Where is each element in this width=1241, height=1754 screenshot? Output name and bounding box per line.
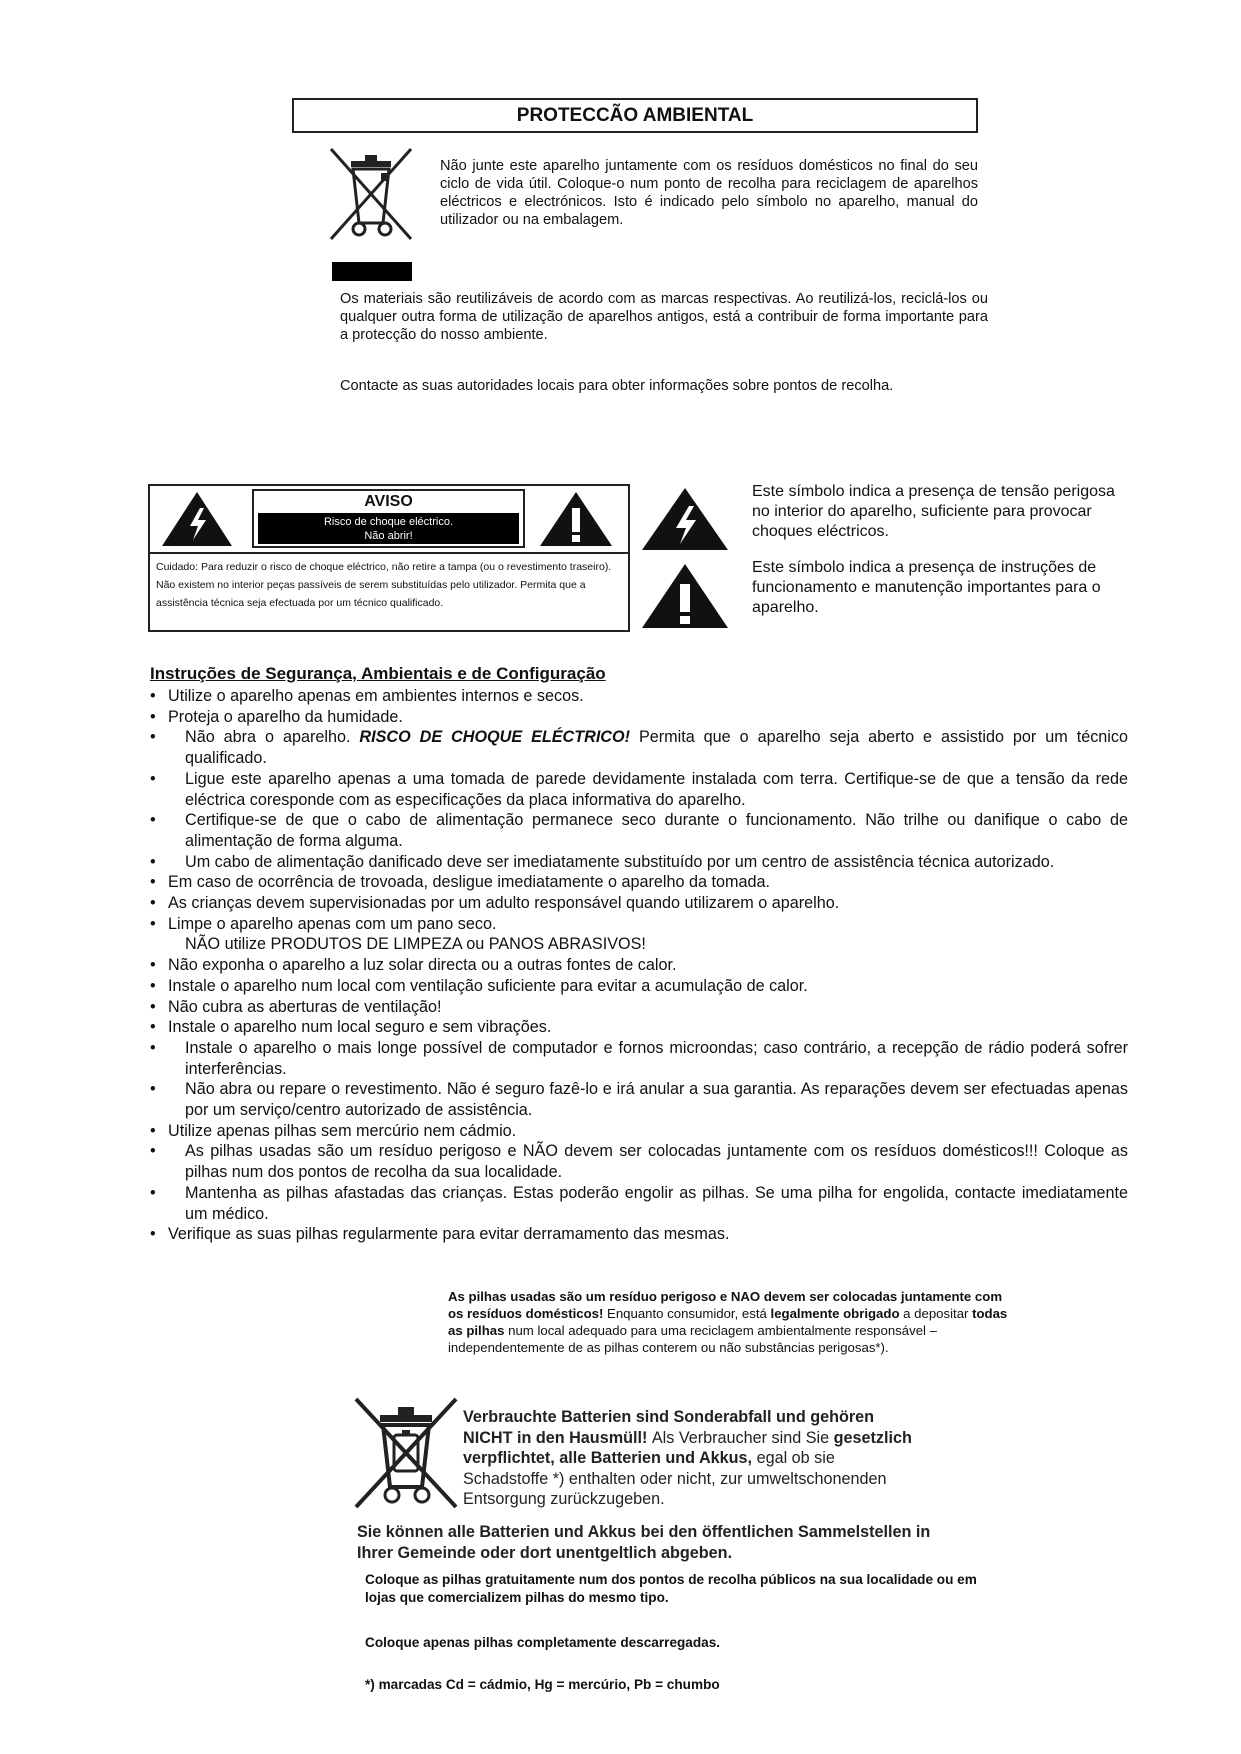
- env-paragraph-1: Não junte este aparelho juntamente com os resíduos domésticos no final do seu ciclo de vida útil. Coloque-o num ponto de recolha para reciclagem de aparelhos eléctricos e electrónicos. Isto é indicado pelo símbolo no aparelho, manual do utilizador ou na embalagem.: [440, 158, 978, 228]
- footer-note-1: Coloque as pilhas gratuitamente num dos pontos de recolha públicos na sua localidade ou em lojas que comercializem pilhas do mesmo tipo.: [365, 1572, 977, 1605]
- footer-note-2: Coloque apenas pilhas completamente descarregadas.: [365, 1635, 721, 1650]
- list-item: • Mantenha as pilhas afastadas das crianças. Estas poderão engolir as pilhas. Se uma pilha for engolida, contacte imediatamente um médico.: [150, 1183, 1128, 1223]
- env-paragraph-3: Contacte as suas autoridades locais para obter informações sobre pontos de recolha.: [340, 378, 894, 394]
- instructions-heading: Instruções de Segurança, Ambientais e de Configuração: [150, 664, 606, 683]
- warning-title: AVISO: [364, 493, 413, 510]
- list-item: • Proteja o aparelho da humidade.: [150, 707, 403, 726]
- crossed-battery-bin-icon: [350, 1395, 465, 1511]
- list-item: • Limpe o aparelho apenas com um pano seco.: [150, 914, 497, 933]
- list-item: • Utilize apenas pilhas sem mercúrio nem cádmio.: [150, 1121, 517, 1140]
- list-item: • Não abra ou repare o revestimento. Não é seguro fazê-lo e irá anular a sua garantia. As reparações devem ser efectuadas apenas por um serviço/centro autorizado de assistência.: [150, 1080, 1128, 1120]
- list-item: • Não exponha o aparelho a luz solar directa ou a outras fontes de calor.: [150, 956, 677, 975]
- item-prefix: Não abra o aparelho.: [185, 728, 351, 747]
- voltage-symbol-icon: [640, 486, 730, 552]
- list-item: • Verifique as suas pilhas regularmente para evitar derramamento das mesmas.: [150, 1225, 730, 1244]
- warning-divider: [148, 552, 630, 554]
- env-paragraph-2: Os materiais são reutilizáveis de acordo com as marcas respectivas. Ao reutilizá-los, reciclá-los ou qualquer outra forma de utilização de aparelhos antigos, está a contribuir de forma importante para a protecção do nosso ambiente.: [340, 291, 988, 343]
- list-item: • Instale o aparelho num local com ventilação suficiente para evitar a acumulação de calor.: [150, 976, 808, 995]
- instructions-list: [150, 686, 1128, 1245]
- list-item: • As pilhas usadas são um resíduo perigoso e NÃO devem ser colocadas juntamente com os resíduos domésticos!!! Coloque as pilhas num dos pontos de recolha da sua localidade.: [150, 1142, 1128, 1182]
- instructions-symbol-text: Este símbolo indica a presença de instruções de funcionamento e manutenção importantes para o aparelho.: [752, 559, 1101, 616]
- shock-risk-emphasis: RISCO DE CHOQUE ELÉCTRICO!: [359, 728, 630, 747]
- list-item: • Instale o aparelho o mais longe possível de computador e fornos microondas; caso contrário, a recepção de rádio poderá sofrer interferências.: [150, 1038, 1128, 1078]
- list-item: • Não abra o aparelho. RISCO DE CHOQUE ELÉCTRICO! Permita que o aparelho seja aberto e assistido por um técnico qualificado.: [150, 728, 1128, 768]
- list-item: • Um cabo de alimentação danificado deve ser imediatamente substituído por um centro de assistência técnica autorizado.: [150, 852, 1055, 871]
- list-item: • Ligue este aparelho apenas a uma tomada de parede devidamente instalada com terra. Certifique-se de que a tensão da rede eléctrica coresponde com as especificações da placa informativa do aparelho.: [150, 769, 1128, 809]
- page-title: PROTECCÃO AMBIENTAL: [292, 98, 978, 133]
- voltage-symbol-text: Este símbolo indica a presença de tensão perigosa no interior do aparelho, suficiente para provocar choques eléctricos.: [752, 483, 1115, 540]
- footer-note-3: *) marcadas Cd = cádmio, Hg = mercúrio, Pb = chumbo: [365, 1677, 720, 1692]
- exclamation-warning-icon: [538, 490, 614, 548]
- list-item: • Certifique-se de que o cabo de alimentação permanece seco durante o funcionamento. Não trilhe ou danifique o cabo de alimentação de forma alguma.: [150, 811, 1128, 850]
- weee-black-bar: [332, 262, 412, 281]
- battery-notice: As pilhas usadas são um resíduo perigoso e NAO devem ser colocadas juntamente com os resíduos domésticos! Enquanto consumidor, está legalmente obrigado a depositar todas as pilhas num local adequado para uma reciclagem ambientalmente responsável – independentemente de as pilhas conterem ou não substâncias perigosas*).: [448, 1289, 1008, 1355]
- list-item: • Instale o aparelho num local seguro e sem vibrações.: [150, 1018, 552, 1037]
- warning-risk-line-2: Não abrir!: [364, 530, 413, 542]
- warning-risk-text: [258, 513, 519, 544]
- list-item: • As crianças devem supervisionadas por um adulto responsável quando utilizarem o aparelho.: [150, 894, 840, 913]
- german-notice-1: Verbrauchte Batterien sind Sonderabfall und gehören NICHT in den Hausmüll! Als Verbraucher sind Sie gesetzlich verpflichtet, alle Batterien und Akkus, egal ob sie Schadstoffe *) enthalten oder nicht, zur umweltschonenden Entsorgung zurückzugeben.: [463, 1408, 912, 1508]
- warning-caution-text: Cuidado: Para reduzir o risco de choque eléctrico, não retire a tampa (ou o revestimento traseiro). Não existem no interior peças passíveis de serem substituídas pelo utilizador. Permita que a assistência técnica seja efectuada por um técnico qualificado.: [156, 561, 612, 609]
- warning-risk-line-1: Risco de choque eléctrico.: [323, 516, 453, 528]
- instructions-symbol-icon: [640, 562, 730, 630]
- list-item: NÃO utilize PRODUTOS DE LIMPEZA ou PANOS ABRASIVOS!: [185, 935, 646, 954]
- list-item: • Utilize o aparelho apenas em ambientes internos e secos.: [150, 687, 584, 705]
- warning-label-header: [252, 489, 525, 548]
- list-item: • Não cubra as aberturas de ventilação!: [150, 997, 442, 1016]
- list-item: • Em caso de ocorrência de trovoada, desligue imediatamente o aparelho da tomada.: [150, 873, 771, 892]
- voltage-warning-icon: [160, 490, 234, 548]
- crossed-bin-icon: [325, 145, 420, 245]
- german-notice-2: Sie können alle Batterien und Akkus bei den öffentlichen Sammelstellen in Ihrer Gemeinde oder dort unentgeltlich abgeben.: [357, 1523, 931, 1562]
